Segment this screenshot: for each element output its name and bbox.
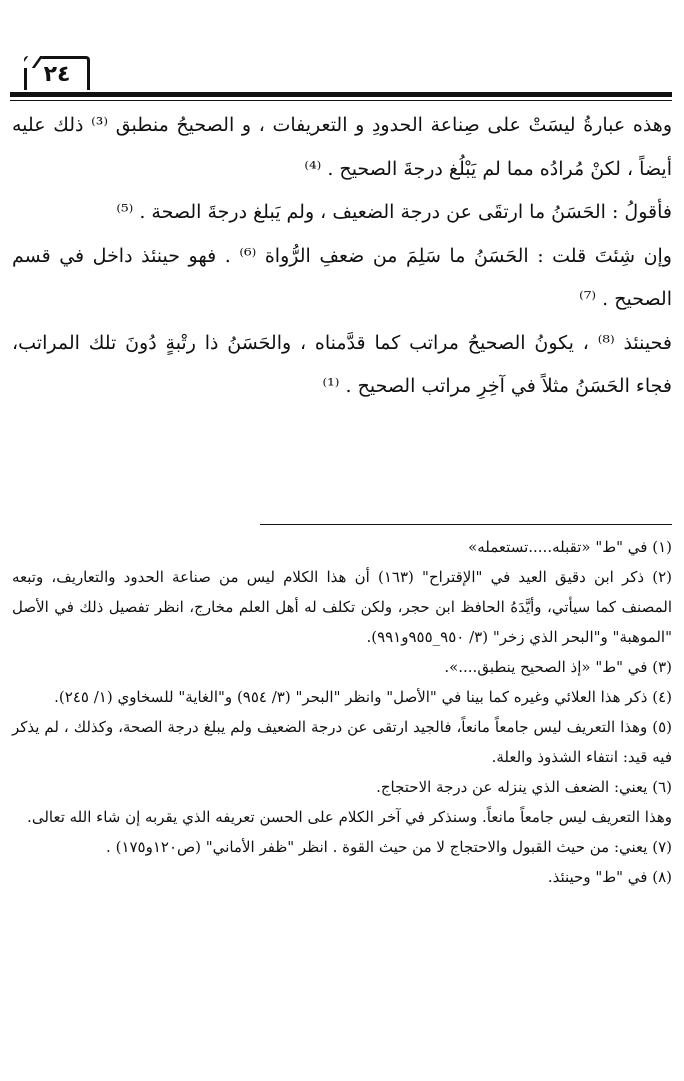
header-rule-thin <box>10 100 672 101</box>
main-paragraph: وهذه عبارةُ ليسَتْ على صِناعة الحدودِ و التعريفات ، و الصحيحُ منطبق ⁽³⁾ ذلك عليه أيضاً ، لكنْ مُرادُه مما لم يَبْلُغ درجةَ الصحيح . ⁽⁴⁾ <box>12 114 672 180</box>
footnote: (٢) ذكر ابن دقيق العيد في "الإقتراح" (١٦٣) أن هذا الكلام ليس من صناعة الحدود والتعاريف، وتبعه المصنف كما سيأتي، وأيَّدَهُ الحافظ ابن حجر، ولكن تكلف له أهل العلم مخارج، انظر تفصيل ذلك في الأصل "الموهبة" و"البحر الذي زخر" (٣/ ٩٥٠_٩٥٥و٩٩١). <box>12 568 673 646</box>
main-paragraph: فحينئذ ⁽⁸⁾ ، يكونُ الصحيحُ مراتب كما قدَّمناه ، والحَسَنُ ذا رتْبةٍ دُونَ تلك المراتب، فجاء الحَسَنُ مثلاً في آخِرِ مراتب الصحيح . ⁽¹⁾ <box>12 331 672 397</box>
main-paragraph: فأقولُ : الحَسَنُ ما ارتقَى عن درجة الضعيف ، ولم يَبلغ درجةَ الصحة . ⁽⁵⁾ <box>116 201 672 223</box>
footnote: (١) في "ط" «تقبله.....تستعمله» <box>468 538 672 556</box>
footnote: (٧) يعني: من حيث القبول والاحتجاج لا من حيث القوة . انظر "ظفر الأماني" (ص١٢٠و١٧٥) . <box>106 838 672 856</box>
header-rule <box>10 92 672 97</box>
footnotes <box>12 532 672 892</box>
footnote: وهذا التعريف ليس جامعاً مانعاً. وسنذكر في آخر الكلام على الحسن تعريفه الذي يقربه إن شاء الله تعالى. <box>27 808 672 826</box>
main-text <box>12 104 672 409</box>
footnote: (٤) ذكر هذا العلائي وغيره كما بينا في "الأصل" وانظر "البحر" (٣/ ٩٥٤) و"الغاية" للسخاوي (١/ ٢٤٥). <box>54 688 672 706</box>
main-paragraph: وإن شِئتَ قلت : الحَسَنُ ما سَلِمَ من ضعفِ الرُّواة ⁽⁶⁾ . فهو حينئذ داخل في قسم الصحيح . ⁽⁷⁾ <box>12 244 672 310</box>
footnote: (٥) وهذا التعريف ليس جامعاً مانعاً، فالجيد ارتقى عن درجة الضعيف ولم يبلغ درجة الصحة، وكذلك ، لم يذكر فيه قيد: انتفاء الشذوذ والعلة. <box>12 718 672 766</box>
footnote-separator <box>260 524 672 525</box>
footnote: (٨) في "ط" وحينئذ. <box>547 868 672 886</box>
page-number-corner <box>20 56 43 68</box>
footnote: (٦) يعني: الضعف الذي ينزله عن درجة الاحتجاج. <box>376 778 672 796</box>
footnote: (٣) في "ط" «إذ الصحيح ينطبق....». <box>444 658 672 676</box>
page-number: ٢٤ <box>43 62 71 87</box>
page-number-box <box>24 56 90 90</box>
